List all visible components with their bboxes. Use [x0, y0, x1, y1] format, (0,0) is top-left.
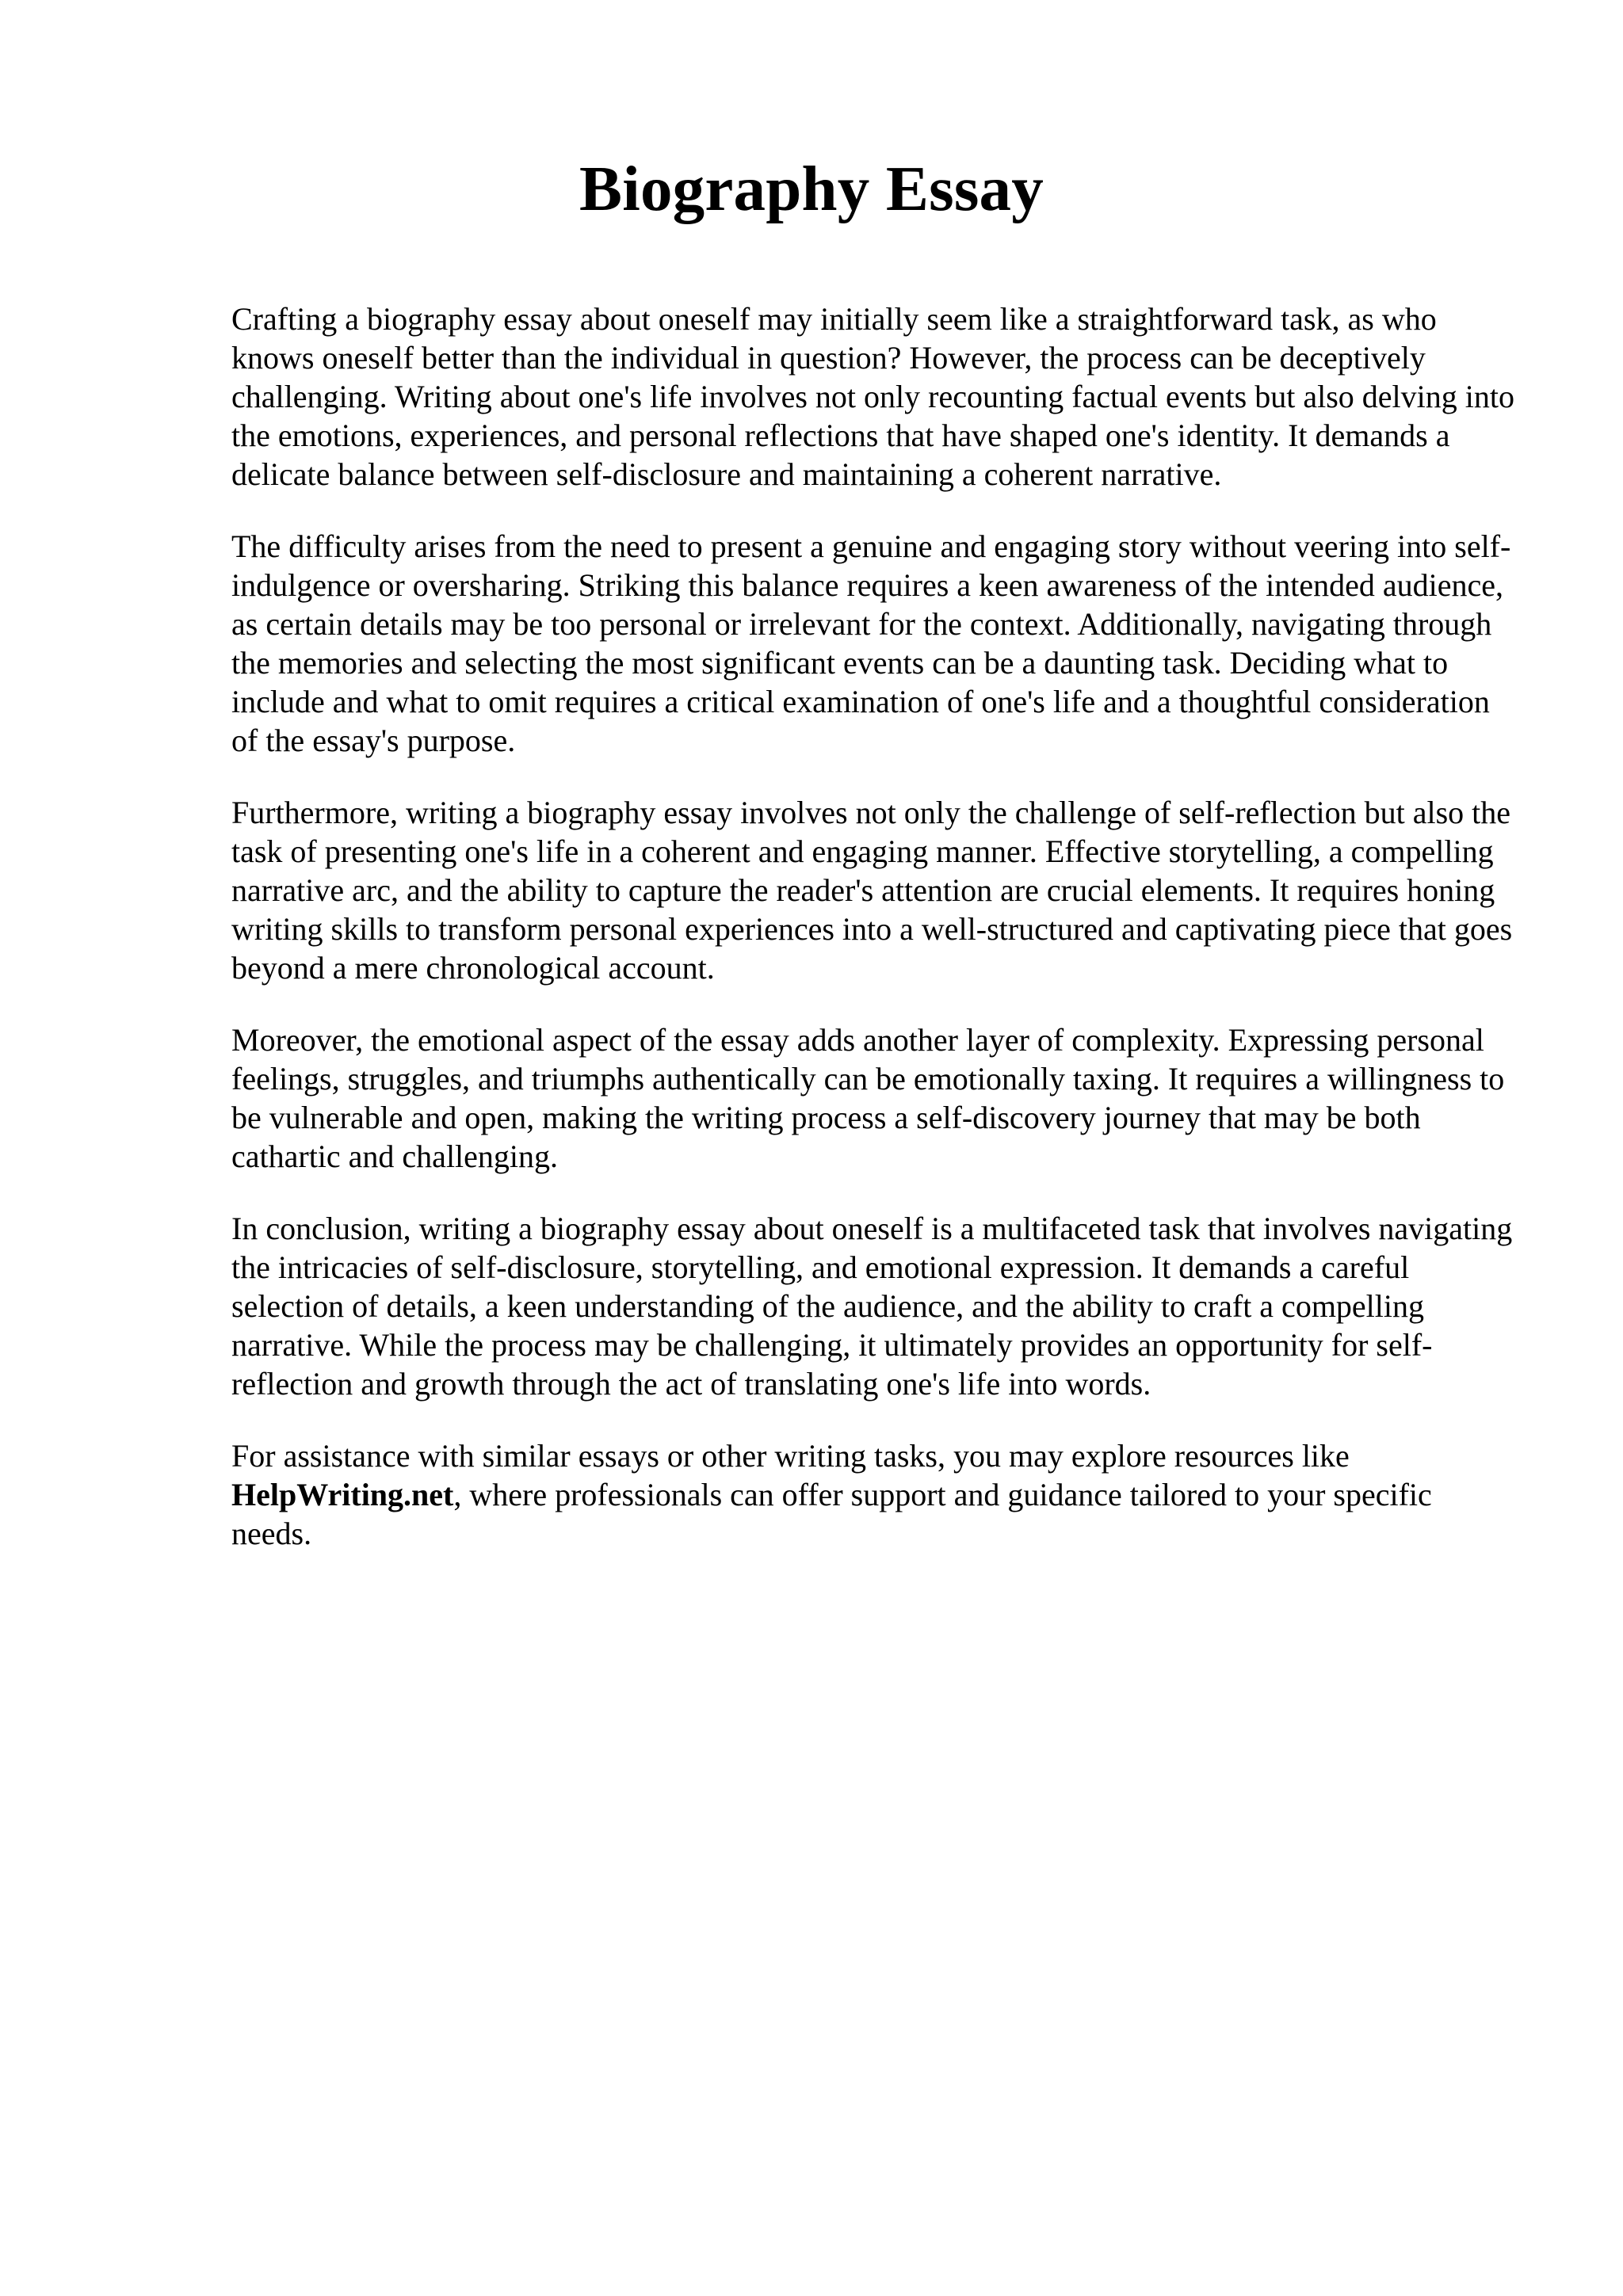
essay-body: [231, 299, 1515, 1586]
paragraph-difficulty: The difficulty arises from the need to present a genuine and engaging story without veering into self-indulgence or oversharing. Striking this balance requires a keen awareness of the intended audience, as certain details may be too personal or irrelevant for the context. Additionally, navigating through the memories and selecting the most significant events can be a daunting task. Deciding what to include and what to omit requires a critical examination of one's life and a thoughtful consideration of the essay's purpose.: [231, 528, 1511, 758]
helpwriting-link[interactable]: HelpWriting.net: [231, 1477, 454, 1512]
paragraph-intro: Crafting a biography essay about oneself may initially seem like a straightforward task, as who knows oneself better than the individual in question? However, the process can be deceptively challenging. Writing about one's life involves not only recounting factual events but also delving into the emotions, experiences, and personal reflections that have shaped one's identity. It demands a delicate balance between self-disclosure and maintaining a coherent narrative.: [231, 301, 1514, 492]
page-title: Biography Essay: [579, 153, 1044, 224]
closing-text-before-link: For assistance with similar essays or other writing tasks, you may explore resources like: [231, 1438, 1350, 1474]
paragraph-storytelling: Furthermore, writing a biography essay involves not only the challenge of self-reflection but also the task of presenting one's life in a coherent and engaging manner. Effective storytelling, a compelling narrative arc, and the ability to capture the reader's attention are crucial elements. It requires honing writing skills to transform personal experiences into a well-structured and captivating piece that goes beyond a mere chronological account.: [231, 795, 1513, 986]
paragraph-closing: [231, 1436, 1515, 1553]
closing-text-after-link: , where professionals can offer support and guidance tailored to your specific needs.: [231, 1477, 1432, 1551]
paragraph-conclusion: In conclusion, writing a biography essay about oneself is a multifaceted task that involves navigating the intricacies of self-disclosure, storytelling, and emotional expression. It demands a careful selection of details, a keen understanding of the audience, and the ability to craft a compelling narrative. While the process may be challenging, it ultimately provides an opportunity for self-reflection and growth through the act of translating one's life into words.: [231, 1211, 1513, 1402]
paragraph-emotional-aspect: Moreover, the emotional aspect of the essay adds another layer of complexity. Expressing personal feelings, struggles, and triumphs authentically can be emotionally taxing. It requires a willingness to be vulnerable and open, making the writing process a self-discovery journey that may be both cathartic and challenging.: [231, 1022, 1505, 1174]
